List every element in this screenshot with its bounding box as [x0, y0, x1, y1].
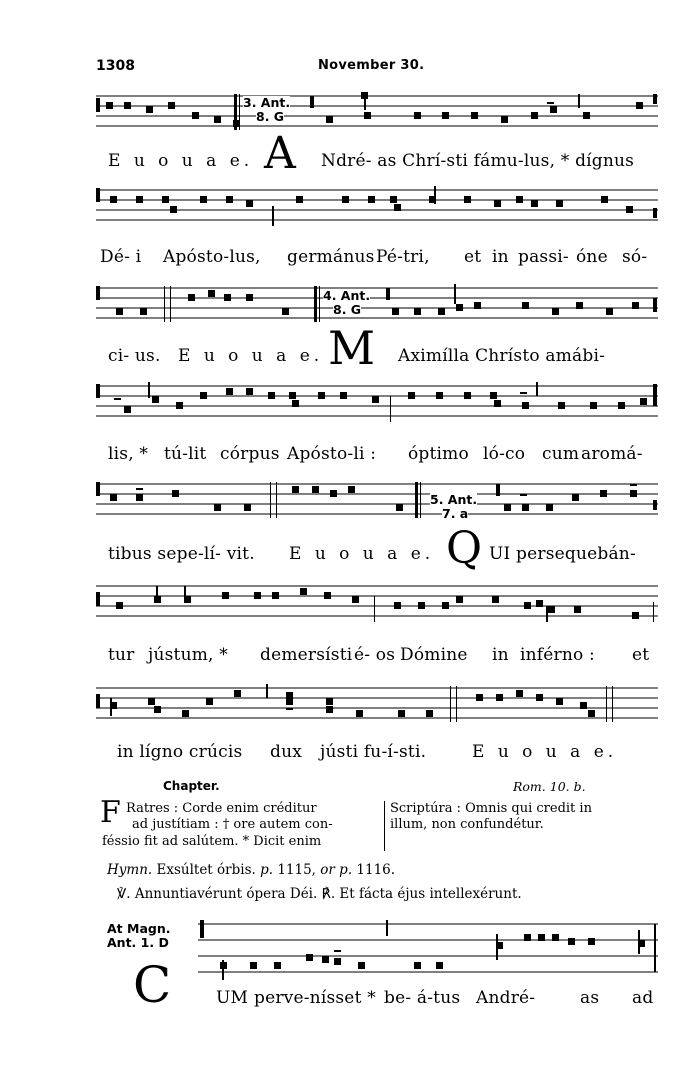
hymn-line [107, 862, 395, 878]
antiphon-3-mode: 8. G [256, 109, 285, 124]
page-number: 1308 [96, 58, 135, 74]
lyrics-line-7-end: jústi fu-í-sti. [320, 742, 427, 762]
music-staff-6 [96, 582, 658, 626]
lyric-syllable: passi- [518, 247, 569, 267]
hymn-or: or [320, 862, 335, 878]
lyric-syllable: Pé-tri, [376, 247, 430, 267]
euouae-1: E u o u a e. [108, 151, 254, 171]
lyric-syllable: in [492, 645, 509, 665]
lyric-syllable: tur [108, 645, 135, 665]
lyric-syllable: et [632, 645, 650, 665]
antiphon-4-number: 4. Ant. [323, 288, 371, 303]
lyric-syllable: germánus [287, 247, 375, 267]
lyric-syllable: óne [576, 247, 608, 267]
antiphon-4-mode: 8. G [333, 302, 362, 317]
initial-A: A [264, 128, 296, 179]
antiphon-3-number: 3. Ant. [243, 95, 291, 110]
hymn-page-1: 1115, [277, 862, 316, 878]
lyrics-line-3: Aximílla Chrísto amábi- [398, 346, 606, 366]
music-staff-7 [96, 684, 658, 728]
lyric-syllable: lis, * [108, 444, 149, 464]
chapter-right-line-1: Scriptúra : Omnis qui credit in [390, 801, 592, 816]
chapter-reference: Rom. 10. b. [513, 779, 586, 794]
hymn-p2-label: p. [339, 862, 353, 878]
antiphon-5-mode: 7. a [442, 506, 469, 521]
lyric-syllable: et [464, 247, 482, 267]
lyrics-line-5: UI persequebán- [489, 544, 636, 564]
lyrics-line-7-mid: dux [270, 742, 303, 762]
hymn-label: Hymn. [107, 862, 153, 878]
magnificat-label-1: At Magn. [107, 921, 171, 936]
lyric-syllable: ló-co [483, 444, 526, 464]
versicle-text: Annuntiavérunt ópera Déi. [134, 886, 318, 902]
versicle-line [117, 886, 522, 902]
lyric-syllable: inférno : [520, 645, 595, 665]
lyric-syllable: óptimo [408, 444, 469, 464]
music-staff-magnificat [198, 920, 658, 980]
lyric-syllable: André- [476, 988, 536, 1008]
lyric-syllable: é- os [354, 645, 396, 665]
lyrics-line-1: Ndré- as Chrí-sti fámu-lus, * dígnus [321, 151, 635, 171]
lyric-syllable: ad [632, 988, 654, 1008]
lyric-syllable: jústum, * [148, 645, 228, 665]
chapter-left-line-3: féssio fit ad salútem. * Dicit enim [102, 834, 322, 849]
initial-C: C [133, 956, 172, 1014]
column-divider [384, 801, 385, 851]
chapter-left-line-2: ad justítiam : † ore autem con- [132, 817, 333, 832]
chapter-drop-cap: F [100, 795, 121, 830]
lyric-syllable: cum [542, 444, 580, 464]
music-staff-3 [96, 284, 658, 328]
chapter-heading: Chapter. [163, 779, 220, 793]
lyric-syllable: UM [216, 988, 249, 1008]
lyric-syllable: aromá- [581, 444, 643, 464]
initial-Q: Q [446, 523, 483, 574]
lyric-syllable: Apósto-lus, [163, 247, 261, 267]
music-staff-4 [96, 382, 658, 426]
lyric-syllable: demersísti [260, 645, 353, 665]
lyric-syllable: córpus [220, 444, 280, 464]
euouae-4: E u o u a e. [472, 742, 618, 762]
lyric-syllable: Apósto-li : [287, 444, 377, 464]
chapter-right-line-2: illum, non confundétur. [390, 817, 544, 832]
chapter-left-line-1: Ratres : Corde enim créditur [126, 801, 317, 816]
euouae-2: E u o u a e. [178, 346, 324, 366]
hymn-p1-label: p. [260, 862, 274, 878]
page-date-heading: November 30. [318, 58, 425, 73]
hymn-text: Exsúltet órbis. [156, 862, 256, 878]
hymn-page-2: 1116. [356, 862, 396, 878]
euouae-3: E u o u a e. [289, 544, 435, 564]
lyrics-line-7-start: in lígno crúcis [117, 742, 243, 762]
lyric-syllable: Dé- i [100, 247, 142, 267]
lyrics-line-3-start: ci- us. [108, 346, 161, 366]
lyric-syllable: as [580, 988, 600, 1008]
lyric-syllable: perve-nísset * [254, 988, 376, 1008]
initial-M: M [328, 321, 376, 375]
response-symbol: ℟. [321, 886, 336, 902]
music-staff-2 [96, 186, 658, 230]
magnificat-label-2: Ant. 1. D [107, 935, 169, 950]
lyrics-line-5-start: tibus sepe-lí- vit. [108, 544, 255, 564]
music-staff-5 [96, 480, 658, 524]
lyric-syllable: be- á-tus [384, 988, 461, 1008]
antiphon-5-number: 5. Ant. [430, 492, 478, 507]
music-staff-1 [96, 92, 658, 136]
lyric-syllable: Dómine [400, 645, 468, 665]
lyric-syllable: in [492, 247, 509, 267]
response-text: Et fácta éjus intellexérunt. [339, 886, 522, 902]
versicle-symbol: ℣. [117, 886, 131, 902]
lyric-syllable: tú-lit [164, 444, 207, 464]
lyric-syllable: só- [622, 247, 648, 267]
